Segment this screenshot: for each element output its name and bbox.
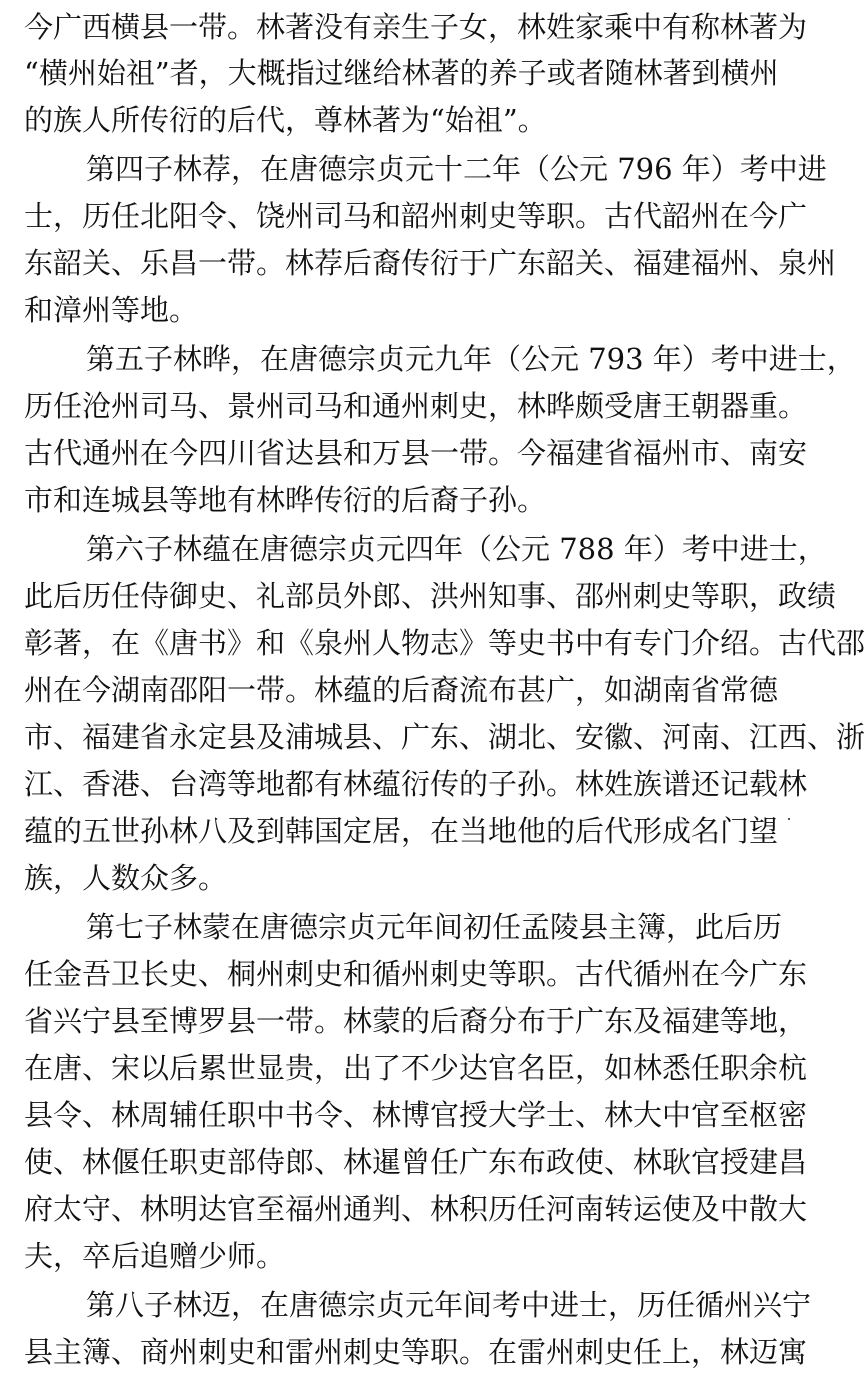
text-line: 县令、林周辅任职中书令、林博官授大学士、林大中官至枢密 xyxy=(24,1098,808,1132)
paragraph-start-line: 第六子林蕴在唐德宗贞元四年（公元 788 年）考中进士， xyxy=(86,532,827,566)
paragraph-start-line: 第四子林荐，在唐德宗贞元十二年（公元 796 年）考中进 xyxy=(86,152,827,186)
text-line: 任金吾卫长史、桐州刺史和循州刺史等职。古代循州在今广东 xyxy=(24,957,808,991)
paragraph-start-line: 第七子林蒙在唐德宗贞元年间初任孟陵县主簿，此后历 xyxy=(86,910,783,944)
text-line: 蕴的五世孙林八及到韩国定居，在当地他的后代形成名门望 xyxy=(24,814,779,848)
text-line: 古代通州在今四川省达县和万县一带。今福建省福州市、南安 xyxy=(24,436,808,470)
text-line: 市和连城县等地有林晔传衍的后裔子孙。 xyxy=(24,483,547,517)
text-line: 彰著，在《唐书》和《泉州人物志》等史书中有专门介绍。古代邵 xyxy=(24,626,865,660)
text-line: 省兴宁县至博罗县一带。林蒙的后裔分布于广东及福建等地， xyxy=(24,1004,808,1038)
text-line: 今广西横县一带。林著没有亲生子女，林姓家乘中有称林著为 xyxy=(24,10,808,44)
text-line: 历任沧州司马、景州司马和通州刺史，林晔颇受唐王朝器重。 xyxy=(24,389,808,423)
text-line: 市、福建省永定县及浦城县、广东、湖北、安徽、河南、江西、浙 xyxy=(24,720,865,754)
paragraph-start-line: 第八子林迈，在唐德宗贞元年间考中进士，历任循州兴宁 xyxy=(86,1288,812,1322)
text-line: 此后历任侍御史、礼部员外郎、洪州知事、邵州刺史等职，政绩 xyxy=(24,579,837,613)
text-line: 在唐、宋以后累世显贵，出了不少达官名臣，如林悉任职余杭 xyxy=(24,1051,808,1085)
text-line: 族，人数众多。 xyxy=(24,861,228,895)
text-line: 州在今湖南邵阳一带。林蕴的后裔流布甚广，如湖南省常德 xyxy=(24,673,779,707)
paragraph-start-line: 第五子林晔，在唐德宗贞元九年（公元 793 年）考中进士， xyxy=(86,342,856,376)
text-line: “横州始祖”者，大概指过继给林著的养子或者随林著到横州 xyxy=(24,56,779,90)
text-line: 的族人所传衍的后代，尊林著为“始祖”。 xyxy=(24,103,547,137)
text-line: 使、林偃任职吏部侍郎、林暹曾任广东布政使、林耿官授建昌 xyxy=(24,1145,808,1179)
text-line: 府太守、林明达官至福州通判、林积历任河南转运使及中散大 xyxy=(24,1192,808,1226)
text-line: 和漳州等地。 xyxy=(24,293,199,327)
text-line: 夫，卒后追赠少师。 xyxy=(24,1239,286,1273)
text-line: 士，历任北阳令、饶州司马和韶州刺史等职。古代韶州在今广 xyxy=(24,199,808,233)
text-line: 江、香港、台湾等地都有林蕴衍传的子孙。林姓族谱还记载林 xyxy=(24,767,808,801)
scan-speck xyxy=(788,818,790,820)
text-line: 县主簿、商州刺史和雷州刺史等职。在雷州刺史任上，林迈寓 xyxy=(24,1335,808,1369)
text-line: 东韶关、乐昌一带。林荐后裔传衍于广东韶关、福建福州、泉州 xyxy=(24,246,837,280)
